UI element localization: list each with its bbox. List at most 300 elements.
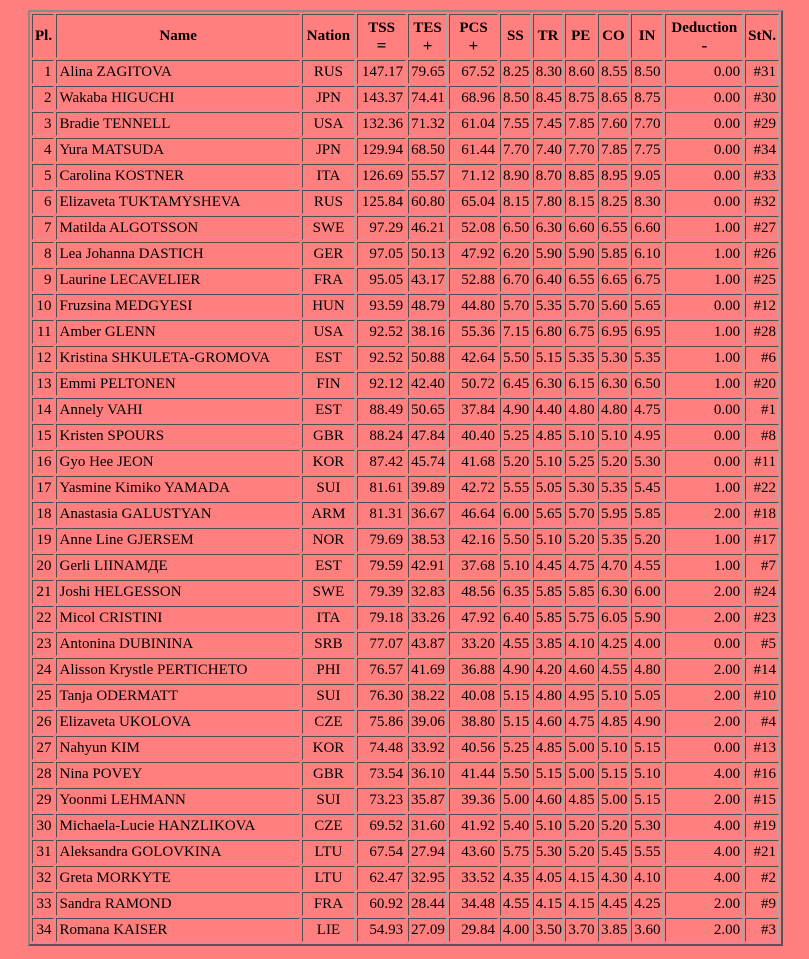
- in-cell: 7.70: [631, 112, 664, 136]
- start-number-cell: #17: [745, 528, 779, 552]
- pcs-cell: 61.04: [449, 112, 498, 136]
- start-number-cell: #28: [745, 320, 779, 344]
- tes-cell: 48.79: [408, 294, 447, 318]
- deduction-cell: 1.00: [665, 528, 743, 552]
- ss-cell: 8.90: [500, 164, 531, 188]
- tss-cell: 129.94: [357, 138, 406, 162]
- pcs-cell: 46.64: [449, 502, 498, 526]
- ss-cell: 5.25: [500, 424, 531, 448]
- name-cell: Michaela-Lucie HANZLIKOVA: [56, 814, 299, 838]
- tss-cell: 147.17: [357, 60, 406, 84]
- place-cell: 13: [32, 372, 54, 396]
- pcs-cell: 41.68: [449, 450, 498, 474]
- in-cell: 4.55: [631, 554, 664, 578]
- pe-cell: 8.85: [565, 164, 596, 188]
- nation-cell: FRA: [302, 892, 355, 916]
- place-cell: 1: [32, 60, 54, 84]
- nation-cell: SWE: [302, 216, 355, 240]
- ss-cell: 5.40: [500, 814, 531, 838]
- start-number-cell: #29: [745, 112, 779, 136]
- table-row: [32, 788, 779, 812]
- nation-cell: SUI: [302, 684, 355, 708]
- table-row: [32, 346, 779, 370]
- name-cell: Carolina KOSTNER: [56, 164, 299, 188]
- table-row: [32, 658, 779, 682]
- tss-cell: 95.05: [357, 268, 406, 292]
- place-cell: 2: [32, 86, 54, 110]
- in-cell: 4.80: [631, 658, 664, 682]
- col-header-ss: SS: [500, 14, 531, 58]
- tr-cell: 4.20: [533, 658, 564, 682]
- name-cell: Elizaveta UKOLOVA: [56, 710, 299, 734]
- table-row: [32, 268, 779, 292]
- start-number-cell: #26: [745, 242, 779, 266]
- start-number-cell: #12: [745, 294, 779, 318]
- pe-cell: 3.70: [565, 918, 596, 942]
- tes-cell: 27.94: [408, 840, 447, 864]
- in-cell: 5.30: [631, 450, 664, 474]
- tr-cell: 5.35: [533, 294, 564, 318]
- pe-cell: 4.75: [565, 554, 596, 578]
- place-cell: 4: [32, 138, 54, 162]
- nation-cell: ARM: [302, 502, 355, 526]
- in-cell: 6.75: [631, 268, 664, 292]
- tes-cell: 38.53: [408, 528, 447, 552]
- pcs-cell: 47.92: [449, 606, 498, 630]
- nation-cell: EST: [302, 398, 355, 422]
- ss-cell: 4.55: [500, 632, 531, 656]
- place-cell: 25: [32, 684, 54, 708]
- tss-cell: 73.23: [357, 788, 406, 812]
- tss-cell: 132.36: [357, 112, 406, 136]
- pe-cell: 5.30: [565, 476, 596, 500]
- tes-cell: 41.69: [408, 658, 447, 682]
- ss-cell: 4.90: [500, 658, 531, 682]
- in-cell: 9.05: [631, 164, 664, 188]
- tes-cell: 43.87: [408, 632, 447, 656]
- tss-cell: 79.59: [357, 554, 406, 578]
- tss-cell: 76.57: [357, 658, 406, 682]
- deduction-cell: 0.00: [665, 632, 743, 656]
- start-number-cell: #13: [745, 736, 779, 760]
- tr-cell: 8.70: [533, 164, 564, 188]
- start-number-cell: #34: [745, 138, 779, 162]
- tss-cell: 97.05: [357, 242, 406, 266]
- co-cell: 4.70: [598, 554, 629, 578]
- tr-cell: 4.15: [533, 892, 564, 916]
- ss-cell: 8.25: [500, 60, 531, 84]
- in-cell: 5.85: [631, 502, 664, 526]
- tr-cell: 5.05: [533, 476, 564, 500]
- tss-cell: 92.52: [357, 346, 406, 370]
- pcs-cell: 52.88: [449, 268, 498, 292]
- ss-cell: 5.15: [500, 684, 531, 708]
- tes-cell: 60.80: [408, 190, 447, 214]
- place-cell: 20: [32, 554, 54, 578]
- deduction-cell: 1.00: [665, 554, 743, 578]
- tes-cell: 47.84: [408, 424, 447, 448]
- tss-cell: 79.69: [357, 528, 406, 552]
- co-cell: 5.30: [598, 346, 629, 370]
- col-header-pe: PE: [565, 14, 596, 58]
- co-cell: 8.55: [598, 60, 629, 84]
- pe-cell: 6.15: [565, 372, 596, 396]
- in-cell: 6.10: [631, 242, 664, 266]
- pcs-cell: 43.60: [449, 840, 498, 864]
- place-cell: 29: [32, 788, 54, 812]
- start-number-cell: #25: [745, 268, 779, 292]
- tr-cell: 5.90: [533, 242, 564, 266]
- pcs-cell: 40.08: [449, 684, 498, 708]
- nation-cell: LTU: [302, 840, 355, 864]
- tes-cell: 39.06: [408, 710, 447, 734]
- start-number-cell: #7: [745, 554, 779, 578]
- tss-cell: 77.07: [357, 632, 406, 656]
- tes-cell: 32.95: [408, 866, 447, 890]
- pe-cell: 7.85: [565, 112, 596, 136]
- deduction-cell: 2.00: [665, 918, 743, 942]
- col-header-nation: Nation: [302, 14, 355, 58]
- table-row: [32, 814, 779, 838]
- tr-cell: 5.10: [533, 450, 564, 474]
- deduction-cell: 4.00: [665, 762, 743, 786]
- ss-cell: 7.55: [500, 112, 531, 136]
- tss-cell: 81.61: [357, 476, 406, 500]
- co-cell: 4.55: [598, 658, 629, 682]
- start-number-cell: #9: [745, 892, 779, 916]
- tss-cell: 125.84: [357, 190, 406, 214]
- ss-cell: 5.00: [500, 788, 531, 812]
- name-cell: Tanja ODERMATT: [56, 684, 299, 708]
- tr-cell: 4.60: [533, 788, 564, 812]
- tss-cell: 73.54: [357, 762, 406, 786]
- table-row: [32, 372, 779, 396]
- name-cell: Yoonmi LEHMANN: [56, 788, 299, 812]
- name-cell: Annely VAHI: [56, 398, 299, 422]
- table-row: [32, 606, 779, 630]
- ss-cell: 5.50: [500, 346, 531, 370]
- co-cell: 8.95: [598, 164, 629, 188]
- in-cell: 5.65: [631, 294, 664, 318]
- start-number-cell: #5: [745, 632, 779, 656]
- pcs-cell: 48.56: [449, 580, 498, 604]
- nation-cell: CZE: [302, 710, 355, 734]
- in-cell: 5.10: [631, 762, 664, 786]
- pe-cell: 5.20: [565, 840, 596, 864]
- in-cell: 6.00: [631, 580, 664, 604]
- ss-cell: 6.50: [500, 216, 531, 240]
- tes-cell: 36.10: [408, 762, 447, 786]
- name-cell: Micol CRISTINI: [56, 606, 299, 630]
- deduction-cell: 1.00: [665, 242, 743, 266]
- deduction-cell: 0.00: [665, 736, 743, 760]
- tss-cell: 81.31: [357, 502, 406, 526]
- col-header-tss: TSS =: [357, 14, 406, 58]
- nation-cell: JPN: [302, 138, 355, 162]
- name-cell: Anastasia GALUSTYAN: [56, 502, 299, 526]
- pe-cell: 5.00: [565, 762, 596, 786]
- place-cell: 5: [32, 164, 54, 188]
- co-cell: 5.35: [598, 528, 629, 552]
- col-header-tr: TR: [533, 14, 564, 58]
- co-cell: 4.80: [598, 398, 629, 422]
- ss-cell: 6.00: [500, 502, 531, 526]
- ss-cell: 5.75: [500, 840, 531, 864]
- tss-cell: 62.47: [357, 866, 406, 890]
- tss-cell: 143.37: [357, 86, 406, 110]
- pe-cell: 8.75: [565, 86, 596, 110]
- pe-cell: 5.70: [565, 294, 596, 318]
- place-cell: 14: [32, 398, 54, 422]
- pcs-cell: 44.80: [449, 294, 498, 318]
- start-number-cell: #11: [745, 450, 779, 474]
- name-cell: Emmi PELTONEN: [56, 372, 299, 396]
- in-cell: 5.55: [631, 840, 664, 864]
- ss-cell: 5.50: [500, 762, 531, 786]
- tes-cell: 46.21: [408, 216, 447, 240]
- start-number-cell: #10: [745, 684, 779, 708]
- in-cell: 4.10: [631, 866, 664, 890]
- table-row: [32, 736, 779, 760]
- tes-cell: 33.26: [408, 606, 447, 630]
- pe-cell: 4.60: [565, 658, 596, 682]
- tss-cell: 97.29: [357, 216, 406, 240]
- pe-cell: 5.20: [565, 814, 596, 838]
- tr-cell: 5.85: [533, 580, 564, 604]
- deduction-cell: 4.00: [665, 814, 743, 838]
- col-header-start-number: StN.: [745, 14, 779, 58]
- deduction-cell: 1.00: [665, 216, 743, 240]
- place-cell: 33: [32, 892, 54, 916]
- deduction-cell: 0.00: [665, 86, 743, 110]
- nation-cell: HUN: [302, 294, 355, 318]
- tr-cell: 5.10: [533, 528, 564, 552]
- table-row: [32, 398, 779, 422]
- co-cell: 4.85: [598, 710, 629, 734]
- pe-cell: 7.70: [565, 138, 596, 162]
- tr-cell: 6.40: [533, 268, 564, 292]
- tss-cell: 92.52: [357, 320, 406, 344]
- tss-cell: 88.49: [357, 398, 406, 422]
- ss-cell: 5.70: [500, 294, 531, 318]
- tes-cell: 36.67: [408, 502, 447, 526]
- name-cell: Kristina SHKULETA-GROMOVA: [56, 346, 299, 370]
- results-table: [28, 10, 783, 946]
- header-row: [32, 14, 779, 58]
- table-row: [32, 60, 779, 84]
- tss-cell: 93.59: [357, 294, 406, 318]
- tes-cell: 74.41: [408, 86, 447, 110]
- table-row: [32, 502, 779, 526]
- tr-cell: 4.85: [533, 424, 564, 448]
- name-cell: Elizaveta TUKTAMYSHEVA: [56, 190, 299, 214]
- start-number-cell: #21: [745, 840, 779, 864]
- ss-cell: 7.70: [500, 138, 531, 162]
- co-cell: 4.25: [598, 632, 629, 656]
- co-cell: 6.65: [598, 268, 629, 292]
- nation-cell: GBR: [302, 424, 355, 448]
- pcs-cell: 37.68: [449, 554, 498, 578]
- co-cell: 7.60: [598, 112, 629, 136]
- deduction-cell: 2.00: [665, 606, 743, 630]
- nation-cell: GER: [302, 242, 355, 266]
- col-header-place: Pl.: [32, 14, 54, 58]
- pcs-cell: 33.20: [449, 632, 498, 656]
- co-cell: 5.10: [598, 684, 629, 708]
- start-number-cell: #19: [745, 814, 779, 838]
- ss-cell: 4.90: [500, 398, 531, 422]
- nation-cell: FRA: [302, 268, 355, 292]
- place-cell: 26: [32, 710, 54, 734]
- tr-cell: 4.40: [533, 398, 564, 422]
- name-cell: Alina ZAGITOVA: [56, 60, 299, 84]
- name-cell: Sandra RAMOND: [56, 892, 299, 916]
- nation-cell: LTU: [302, 866, 355, 890]
- pcs-cell: 71.12: [449, 164, 498, 188]
- co-cell: 8.25: [598, 190, 629, 214]
- ss-cell: 5.15: [500, 710, 531, 734]
- tes-cell: 50.13: [408, 242, 447, 266]
- pcs-cell: 65.04: [449, 190, 498, 214]
- pe-cell: 4.95: [565, 684, 596, 708]
- table-row: [32, 294, 779, 318]
- name-cell: Nina POVEY: [56, 762, 299, 786]
- co-cell: 5.85: [598, 242, 629, 266]
- table-row: [32, 840, 779, 864]
- tss-cell: 88.24: [357, 424, 406, 448]
- co-cell: 6.05: [598, 606, 629, 630]
- place-cell: 21: [32, 580, 54, 604]
- table-row: [32, 424, 779, 448]
- name-cell: Joshi HELGESSON: [56, 580, 299, 604]
- start-number-cell: #16: [745, 762, 779, 786]
- table-row: [32, 762, 779, 786]
- name-cell: Gyo Hee JEON: [56, 450, 299, 474]
- table-row: [32, 138, 779, 162]
- start-number-cell: #3: [745, 918, 779, 942]
- in-cell: 4.00: [631, 632, 664, 656]
- deduction-cell: 0.00: [665, 424, 743, 448]
- place-cell: 30: [32, 814, 54, 838]
- nation-cell: KOR: [302, 736, 355, 760]
- start-number-cell: #31: [745, 60, 779, 84]
- table-row: [32, 684, 779, 708]
- in-cell: 5.15: [631, 788, 664, 812]
- table-row: [32, 320, 779, 344]
- tes-cell: 43.17: [408, 268, 447, 292]
- tr-cell: 4.60: [533, 710, 564, 734]
- start-number-cell: #24: [745, 580, 779, 604]
- pe-cell: 6.55: [565, 268, 596, 292]
- deduction-cell: 2.00: [665, 710, 743, 734]
- in-cell: 6.95: [631, 320, 664, 344]
- place-cell: 28: [32, 762, 54, 786]
- deduction-cell: 0.00: [665, 112, 743, 136]
- pcs-cell: 34.48: [449, 892, 498, 916]
- pcs-cell: 33.52: [449, 866, 498, 890]
- nation-cell: USA: [302, 112, 355, 136]
- start-number-cell: #22: [745, 476, 779, 500]
- tes-cell: 33.92: [408, 736, 447, 760]
- table-row: [32, 554, 779, 578]
- ss-cell: 4.35: [500, 866, 531, 890]
- pcs-cell: 68.96: [449, 86, 498, 110]
- table-row: [32, 710, 779, 734]
- pe-cell: 5.35: [565, 346, 596, 370]
- ss-cell: 5.10: [500, 554, 531, 578]
- tes-cell: 39.89: [408, 476, 447, 500]
- tr-cell: 3.85: [533, 632, 564, 656]
- tss-cell: 76.30: [357, 684, 406, 708]
- pcs-cell: 40.56: [449, 736, 498, 760]
- start-number-cell: #4: [745, 710, 779, 734]
- tr-cell: 6.30: [533, 216, 564, 240]
- nation-cell: SUI: [302, 788, 355, 812]
- start-number-cell: #30: [745, 86, 779, 110]
- ss-cell: 4.00: [500, 918, 531, 942]
- tes-cell: 79.65: [408, 60, 447, 84]
- name-cell: Matilda ALGOTSSON: [56, 216, 299, 240]
- co-cell: 6.30: [598, 372, 629, 396]
- tr-cell: 5.10: [533, 814, 564, 838]
- deduction-cell: 2.00: [665, 502, 743, 526]
- pcs-cell: 40.40: [449, 424, 498, 448]
- tss-cell: 126.69: [357, 164, 406, 188]
- col-header-tes: TES +: [408, 14, 447, 58]
- table-row: [32, 580, 779, 604]
- name-cell: Wakaba HIGUCHI: [56, 86, 299, 110]
- tr-cell: 4.85: [533, 736, 564, 760]
- in-cell: 5.20: [631, 528, 664, 552]
- table-row: [32, 918, 779, 942]
- table-row: [32, 242, 779, 266]
- pcs-cell: 42.64: [449, 346, 498, 370]
- pcs-cell: 36.88: [449, 658, 498, 682]
- ss-cell: 6.40: [500, 606, 531, 630]
- place-cell: 31: [32, 840, 54, 864]
- tr-cell: 5.85: [533, 606, 564, 630]
- co-cell: 5.10: [598, 736, 629, 760]
- tes-cell: 50.65: [408, 398, 447, 422]
- tr-cell: 4.05: [533, 866, 564, 890]
- tes-cell: 50.88: [408, 346, 447, 370]
- pcs-cell: 52.08: [449, 216, 498, 240]
- place-cell: 11: [32, 320, 54, 344]
- pe-cell: 5.20: [565, 528, 596, 552]
- pe-cell: 4.10: [565, 632, 596, 656]
- nation-cell: CZE: [302, 814, 355, 838]
- place-cell: 15: [32, 424, 54, 448]
- tr-cell: 8.30: [533, 60, 564, 84]
- in-cell: 4.75: [631, 398, 664, 422]
- place-cell: 6: [32, 190, 54, 214]
- col-header-co: CO: [598, 14, 629, 58]
- in-cell: 5.35: [631, 346, 664, 370]
- ss-cell: 5.25: [500, 736, 531, 760]
- name-cell: Lea Johanna DASTICH: [56, 242, 299, 266]
- tr-cell: 4.45: [533, 554, 564, 578]
- in-cell: 8.50: [631, 60, 664, 84]
- pe-cell: 5.70: [565, 502, 596, 526]
- table-row: [32, 866, 779, 890]
- start-number-cell: #6: [745, 346, 779, 370]
- place-cell: 22: [32, 606, 54, 630]
- tes-cell: 38.16: [408, 320, 447, 344]
- start-number-cell: #23: [745, 606, 779, 630]
- name-cell: Anne Line GJERSEM: [56, 528, 299, 552]
- deduction-cell: 1.00: [665, 372, 743, 396]
- start-number-cell: #15: [745, 788, 779, 812]
